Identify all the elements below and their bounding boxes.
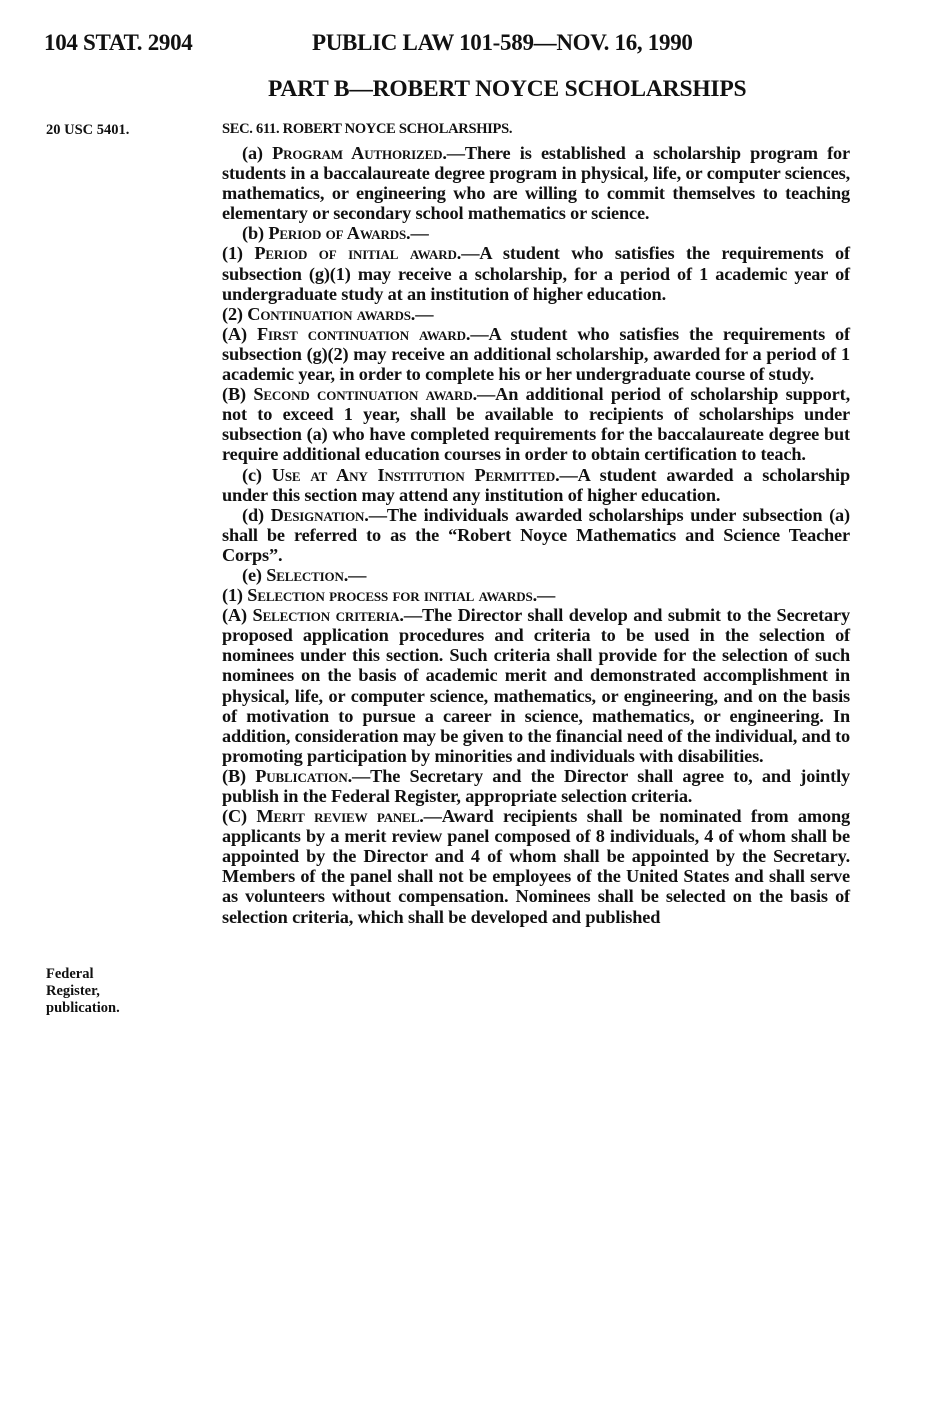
section-heading: SEC. 611. ROBERT NOYCE SCHOLARSHIPS. — [222, 121, 513, 137]
paragraph-b-2-A — [222, 324, 850, 384]
section-body — [222, 143, 850, 927]
paragraph-heading: Selection process for initial awards. — [247, 585, 537, 606]
paragraph-label: (d) — [242, 504, 271, 525]
margin-note-line: Register, — [46, 983, 100, 999]
paragraph-heading: Publication. — [255, 765, 353, 786]
paragraph-e-1-A — [222, 605, 850, 766]
paragraph-text: —A student who satisfies the requirements of subsection (g)(1) may receive a scholarship, for a period of 1 academic year of undergraduate study at an institution of higher education. — [222, 243, 850, 304]
paragraph-label: (1) — [222, 585, 248, 606]
paragraph-text: — — [537, 585, 556, 606]
paragraph-heading: First continuation award. — [256, 323, 471, 344]
paragraph-heading: Period of initial award. — [254, 243, 462, 264]
paragraph-text: —Award recipients shall be nominated from among applicants by a merit review panel composed of 8 individuals, 4 of whom shall be appointed by the Director and 4 of whom shall be appointed by the Secretary. Members of the panel shall not be employees of the United States and shall serve as volunteers without compensation. Nominees shall be selected on the basis of selection criteria, which shall be developed and published — [222, 806, 850, 927]
part-title: PART B—ROBERT NOYCE SCHOLARSHIPS — [268, 76, 747, 102]
margin-note-line: Federal — [46, 966, 94, 982]
margin-note-line: publication. — [46, 1000, 120, 1016]
paragraph-label: (A) — [222, 323, 257, 344]
paragraph-label: (a) — [242, 143, 273, 163]
paragraph-heading: Merit review panel. — [256, 806, 424, 827]
paragraph-b-2-B — [222, 384, 850, 464]
paragraph-heading: Selection criteria. — [252, 605, 404, 626]
paragraph-text: — — [348, 564, 367, 585]
paragraph-b — [222, 223, 850, 243]
public-law-citation: PUBLIC LAW 101-589—NOV. 16, 1990 — [312, 30, 693, 55]
paragraph-heading: Period of Awards. — [268, 223, 411, 244]
paragraph-label: (1) — [222, 243, 255, 264]
margin-note-usc: 20 USC 5401. — [46, 122, 130, 138]
paragraph-text: —The Director shall develop and submit to the Secretary proposed application procedures and criteria to be used in the selection of nominees under this section. Such criteria shall provide for the selection of such nominees on the basis of academic merit and demonstrated accomplishment in physical, life, or computer science, mathematics, or engineering, and on the basis of motivation to pursue a career in science, mathematics, or engineering. In addition, consideration may be given to the financial need of the individual, and to promoting participation by minorities and individuals with disabilities. — [222, 605, 850, 766]
paragraph-text: — — [415, 303, 434, 324]
paragraph-e-1 — [222, 585, 850, 605]
paragraph-label: (e) — [242, 564, 267, 585]
paragraph-label: (B) — [222, 384, 254, 405]
paragraph-text: —The Secretary and the Director shall agree to, and jointly publish in the Federal Register, appropriate selection criteria. — [222, 765, 850, 806]
paragraph-text: —There is established a scholarship program for students in a baccalaureate degree program in physical, life, or computer sciences, mathematics, or engineering who are willing to commit themselves to teaching elementary or secondary school mathematics or science. — [222, 143, 850, 224]
paragraph-text: —An additional period of scholarship support, not to exceed 1 year, shall be available to recipients of scholarships under subsection (a) who have completed requirements for the baccalaureate degree but require additional education courses in order to obtain certification to teach. — [222, 384, 850, 465]
paragraph-label: (B) — [222, 765, 256, 786]
paragraph-text: —The individuals awarded scholarships under subsection (a) shall be referred to as the “Robert Noyce Mathematics and Science Teacher Corps”. — [222, 504, 850, 565]
paragraph-d — [222, 505, 850, 565]
paragraph-label: (2) — [222, 303, 248, 324]
paragraph-heading: Selection. — [266, 564, 349, 585]
paragraph-b-2 — [222, 304, 850, 324]
paragraph-text: — — [410, 223, 429, 244]
paragraph-b-1 — [222, 243, 850, 303]
paragraph-text: —A student awarded a scholarship under this section may attend any institution of higher education. — [222, 464, 850, 505]
paragraph-label: (A) — [222, 605, 253, 626]
paragraph-label: (c) — [242, 464, 272, 485]
paragraph-e-1-C — [222, 806, 850, 927]
paragraph-c — [222, 465, 850, 505]
stat-citation: 104 STAT. 2904 — [44, 30, 193, 55]
paragraph-heading: Second continuation award. — [253, 384, 478, 405]
paragraph-heading: Continuation awards. — [247, 303, 416, 324]
paragraph-heading: Program Authorized. — [272, 143, 447, 163]
paragraph-text: —A student who satisfies the requirements of subsection (g)(2) may receive an additional scholarship, awarded for a period of 1 academic year, in order to complete his or her undergraduate course of study. — [222, 323, 850, 385]
paragraph-a — [222, 143, 850, 223]
paragraph-heading: Designation. — [270, 504, 369, 525]
margin-note-federal-register — [46, 966, 176, 1017]
paragraph-e — [222, 565, 850, 585]
paragraph-e-1-B — [222, 766, 850, 806]
paragraph-label: (C) — [222, 806, 257, 827]
paragraph-heading: Use at Any Institution Permitted. — [271, 464, 560, 485]
paragraph-label: (b) — [242, 223, 269, 244]
running-head — [44, 30, 904, 60]
